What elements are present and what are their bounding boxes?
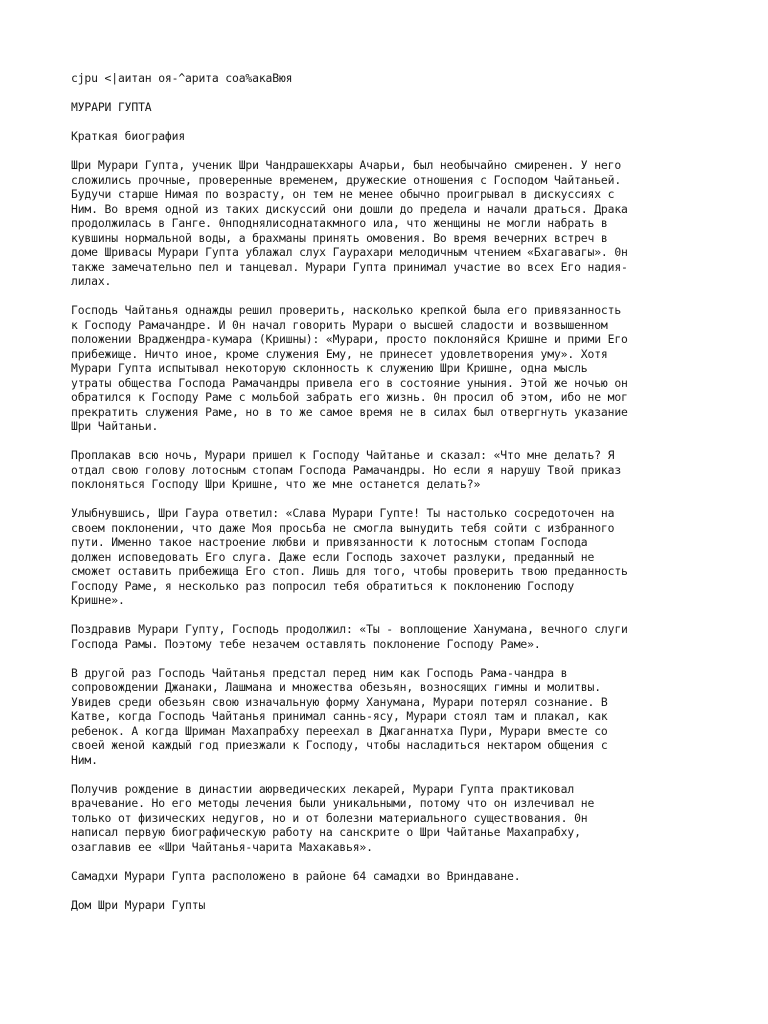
text-line: только от физических недугов, но и от болезни материального существования. 0н <box>71 810 588 825</box>
text-line: Господу Раме, я несколько раз попросил тебя обратиться к поклонению Господу <box>71 578 575 593</box>
text-line: Улыбнувшись, Шри Гаура ответил: «Слава Мурари Гупте! Ты настолько сосредоточен на <box>71 506 615 520</box>
paragraph-2 <box>71 303 701 434</box>
document-page <box>71 71 701 912</box>
paragraph-3 <box>71 448 701 492</box>
text-line: ребенок. А когда Шриман Махапрабху переехал в Джаганнатха Пури, Мурари вместе со <box>71 723 608 738</box>
text-line: своем поклонении, что даже Моя просьба не смогла вынудить тебя сойти с избранного <box>71 520 615 535</box>
text-line: Проплакав всю ночь, Мурари пришел к Господу Чайтанье и сказал: «Что мне делать? Я <box>71 448 615 462</box>
paragraph-5 <box>71 622 701 651</box>
text-line: сложились прочные, проверенные временем, дружеские отношения с Господом Чайтаньей. <box>71 172 622 187</box>
text-line: прибежище. Ничто иное, кроме служения Ему, не принесет удовлетворения уму». Хотя <box>71 346 608 361</box>
text-line: лилах. <box>71 274 112 288</box>
text-line: также замечательно пел и танцевал. Мурари Гупта принимал участие во всех Его надия- <box>71 259 628 274</box>
text-line: должен исповедовать Его слуга. Даже если Господь захочет разлуки, преданный не <box>71 549 595 564</box>
text-line: Увидев среди обезьян свою изначальную форму Ханумана, Мурари потерял сознание. В <box>71 694 608 709</box>
text-line: поклоняться Господу Шри Кришне, что же мне останется делать?» <box>71 477 481 491</box>
text-line: положении Враджендра-кумара (Кришны): «Мурари, просто поклоняйся Кришне и прими Его <box>71 332 628 346</box>
title-text: МУРАРИ ГУПТА <box>71 100 152 114</box>
text-line: прекратить служения Раме, но в то же самое время не в силах был отвергнуть указание <box>71 404 628 419</box>
text-line: Кришне». <box>71 593 125 607</box>
section-heading-house <box>71 898 701 913</box>
text-line: Поздравив Мурари Гупту, Господь продолжил: «Ты - воплощение Ханумана, вечного слуги <box>71 622 628 636</box>
text-line: написал первую биографическую работу на санскрите о Шри Чайтанье Махапрабху, <box>71 825 581 839</box>
text-line: сможет оставить прибежища Его стоп. Лишь для того, чтобы проверить твою преданность <box>71 564 628 578</box>
text-line: отдал свою голову лотосным стопам Господа Рамачандры. Но если я нарушу Твой приказ <box>71 462 622 477</box>
text-line: Шри Чайтаньи. <box>71 419 159 433</box>
paragraph-8 <box>71 869 701 884</box>
paragraph-1 <box>71 158 701 289</box>
paragraph-6 <box>71 666 701 768</box>
text-line: Ним. Во время одной из таких дискуссий они дошли до предела и начали драться. Драка <box>71 201 628 216</box>
text-line: Господа Рамы. Поэтому тебе незачем оставлять поклонение Господу Раме». <box>71 636 541 651</box>
text-line: продолжилась в Ганге. 0нподнялисоднатакмного ила, что женщины не могли набрать в <box>71 216 608 230</box>
text-line: Шри Мурари Гупта, ученик Шри Чандрашекхары Ачарьи, был необычайно смиренен. У него <box>71 158 622 172</box>
text-line: обратился к Господу Раме с мольбой забрать его жизнь. 0н просил об этом, ибо не мог <box>71 390 628 404</box>
text-line: доме Шривасы Мурари Гупта ублажал слух Гаурахари мелодичным чтением «Бхагавагы». 0н <box>71 245 628 259</box>
header-text: cjpu <|аитан оя-^арита соа%акаВюя <box>71 71 293 85</box>
text-line: Ним. <box>71 752 98 767</box>
text-line: Катве, когда Господь Чайтанья принимал саннь-ясу, Мурари стоял там и плакал, как <box>71 709 608 723</box>
page-title <box>71 100 701 115</box>
section-heading-text: Краткая биография <box>71 129 186 143</box>
text-line: Будучи старше Нимая по возрасту, он тем не менее обычно проигрывал в дискуссиях с <box>71 187 615 201</box>
text-line: своей женой каждый год приезжали к Господу, чтобы насладиться нектаром общения с <box>71 738 608 752</box>
text-line: сопровождении Джанаки, Лашмана и множества обезьян, возносящих гимны и молитвы. <box>71 680 601 694</box>
text-line: Господь Чайтанья однажды решил проверить, насколько крепкой была его привязанность <box>71 303 622 317</box>
text-line: кувшины нормальной воды, а брахманы принять омовения. Во время вечерних встреч в <box>71 230 608 245</box>
text-line: Мурари Гупта испытывал некоторую склонность к служению Шри Кришне, одна мысль <box>71 361 588 375</box>
text-line: Самадхи Мурари Гупта расположено в районе 64 самадхи во Вриндаване. <box>71 868 521 883</box>
text-line: Получив рождение в династии аюрведических лекарей, Мурари Гупта практиковал <box>71 781 575 796</box>
section-heading-text: Дом Шри Мурари Гупты <box>71 897 206 912</box>
text-line: озаглавив ее «Шри Чайтанья-чарита Махакавья». <box>71 839 373 854</box>
paragraph-4 <box>71 506 701 608</box>
paragraph-7 <box>71 782 701 855</box>
text-line: врачевание. Но его методы лечения были уникальными, потому что он излечивал не <box>71 796 595 810</box>
text-line: пути. Именно такое настроение любви и привязанности к лотосным стопам Господа <box>71 535 588 549</box>
document-header <box>71 71 701 86</box>
text-line: В другой раз Господь Чайтанья предстал перед ним как Господь Рама-чандра в <box>71 665 568 680</box>
text-line: утраты общества Господа Рамачандры привела его в состояние уныния. Этой же ночью он <box>71 375 628 390</box>
text-line: к Господу Рамачандре. И 0н начал говорить Мурари о высшей сладости и возвышенном <box>71 317 608 332</box>
section-heading <box>71 129 701 144</box>
